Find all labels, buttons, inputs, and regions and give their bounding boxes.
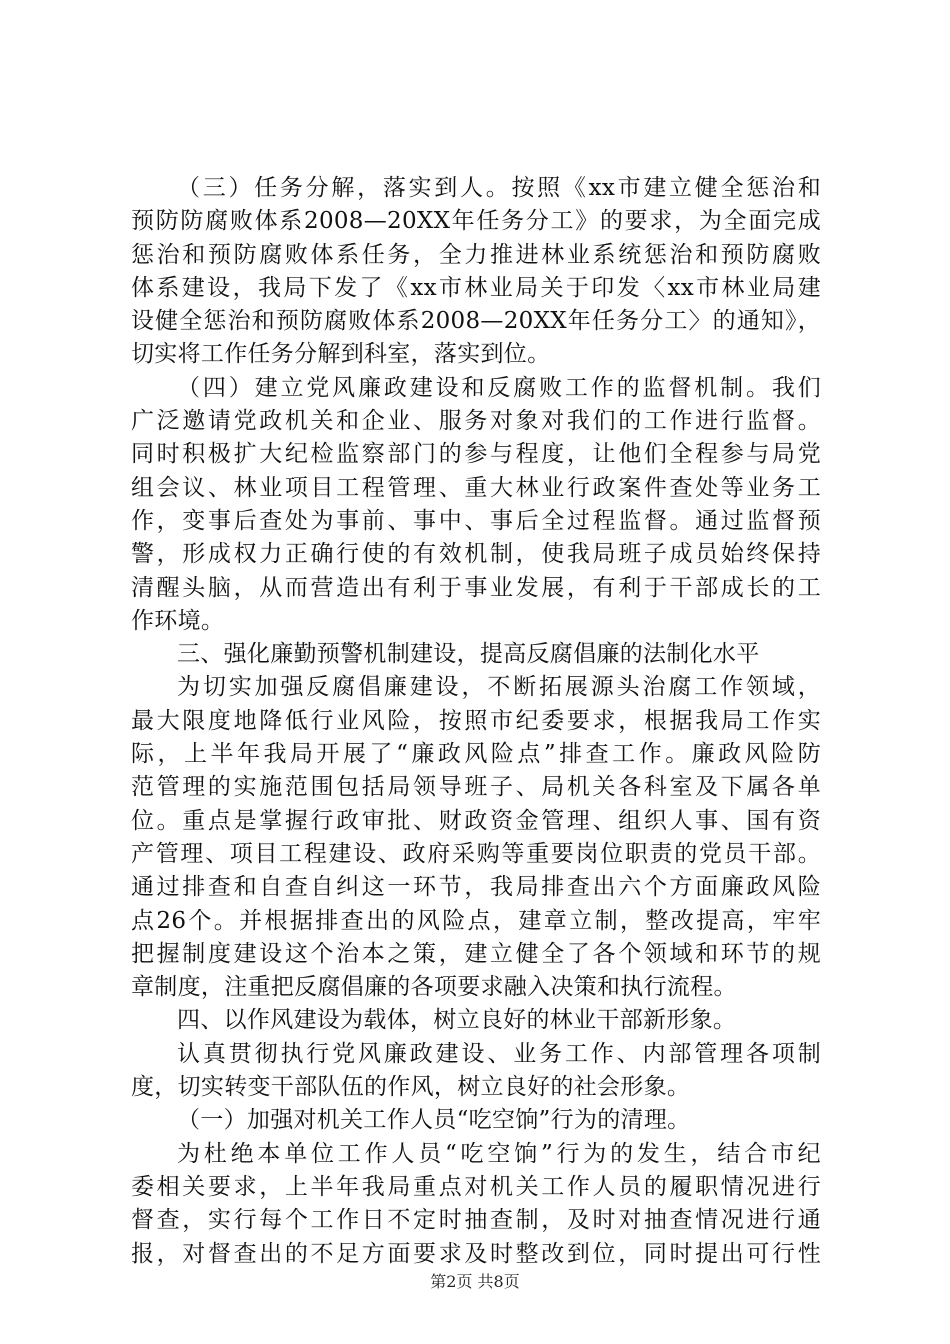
paragraph-line: 报，对督查出的不足方面要求及时整改到位，同时提出可行性 — [131, 1240, 821, 1267]
paragraph-line: 体系建设，我局下发了《xx市林业局关于印发〈xx市林业局建 — [131, 274, 821, 301]
paragraph-line: 广泛邀请党政机关和企业、服务对象对我们的工作进行监督。 — [131, 408, 821, 435]
paragraph-line: 把握制度建设这个治本之策，建立健全了各个领域和环节的规 — [131, 940, 821, 967]
section-heading: 四、以作风建设为载体，树立良好的林业干部新形象。 — [177, 1007, 737, 1034]
document-body — [131, 172, 821, 1271]
paragraph-line: 预防防腐败体系2008—20XX年任务分工》的要求，为全面完成 — [131, 208, 821, 235]
section-heading: 三、强化廉勤预警机制建设，提高反腐倡廉的法制化水平 — [177, 641, 760, 668]
paragraph-line: 委相关要求，上半年我局重点对机关工作人员的履职情况进行 — [131, 1173, 821, 1200]
paragraph-line: 度，切实转变干部队伍的作风，树立良好的社会形象。 — [131, 1074, 691, 1101]
paragraph-line: 位。重点是掌握行政审批、财政资金管理、组织人事、国有资 — [131, 807, 821, 834]
subsection-heading: （一）加强对机关工作人员“吃空饷”行为的清理。 — [177, 1107, 691, 1134]
paragraph-line: 认真贯彻执行党风廉政建设、业务工作、内部管理各项制 — [177, 1040, 821, 1067]
paragraph-line: 设健全惩治和预防腐败体系2008—20XX年任务分工〉的通知》， — [131, 308, 821, 335]
paragraph-line: 同时积极扩大纪检监察部门的参与程度，让他们全程参与局党 — [131, 441, 821, 468]
paragraph-line: 惩治和预防腐败体系任务，全力推进林业系统惩治和预防腐败 — [131, 241, 821, 268]
paragraph-line: （四）建立党风廉政建设和反腐败工作的监督机制。我们 — [177, 374, 821, 401]
page-number-footer: 第2页 共8页 — [430, 1272, 520, 1291]
paragraph-line: 范管理的实施范围包括局领导班子、局机关各科室及下属各单 — [131, 774, 821, 801]
paragraph-line: 际，上半年我局开展了“廉政风险点”排查工作。廉政风险防 — [131, 741, 821, 768]
paragraph-line: 为杜绝本单位工作人员“吃空饷”行为的发生，结合市纪 — [177, 1140, 821, 1167]
paragraph-line: 通过排查和自查自纠这一环节，我局排查出六个方面廉政风险 — [131, 874, 821, 901]
paragraph-line: 章制度，注重把反腐倡廉的各项要求融入决策和执行流程。 — [131, 974, 737, 1001]
paragraph-line: 督查，实行每个工作日不定时抽查制，及时对抽查情况进行通 — [131, 1207, 821, 1234]
paragraph-line: 警，形成权力正确行使的有效机制，使我局班子成员始终保持 — [131, 541, 821, 568]
paragraph-line: 点26个。并根据排查出的风险点，建章立制，整改提高，牢牢 — [131, 907, 821, 934]
paragraph-line: 切实将工作任务分解到科室，落实到位。 — [131, 341, 551, 368]
paragraph-line: （三）任务分解，落实到人。按照《xx市建立健全惩治和 — [177, 175, 821, 201]
paragraph-line: 组会议、林业项目工程管理、重大林业行政案件查处等业务工 — [131, 474, 821, 501]
paragraph-line: 作环境。 — [131, 607, 225, 634]
paragraph-line: 作，变事后查处为事前、事中、事后全过程监督。通过监督预 — [131, 507, 821, 534]
paragraph-line: 清醒头脑，从而营造出有利于事业发展，有利于干部成长的工 — [131, 574, 821, 601]
paragraph-line: 为切实加强反腐倡廉建设，不断拓展源头治腐工作领域， — [177, 674, 821, 701]
paragraph-line: 产管理、项目工程建设、政府采购等重要岗位职责的党员干部。 — [131, 840, 821, 867]
paragraph-line: 最大限度地降低行业风险，按照市纪委要求，根据我局工作实 — [131, 707, 821, 734]
